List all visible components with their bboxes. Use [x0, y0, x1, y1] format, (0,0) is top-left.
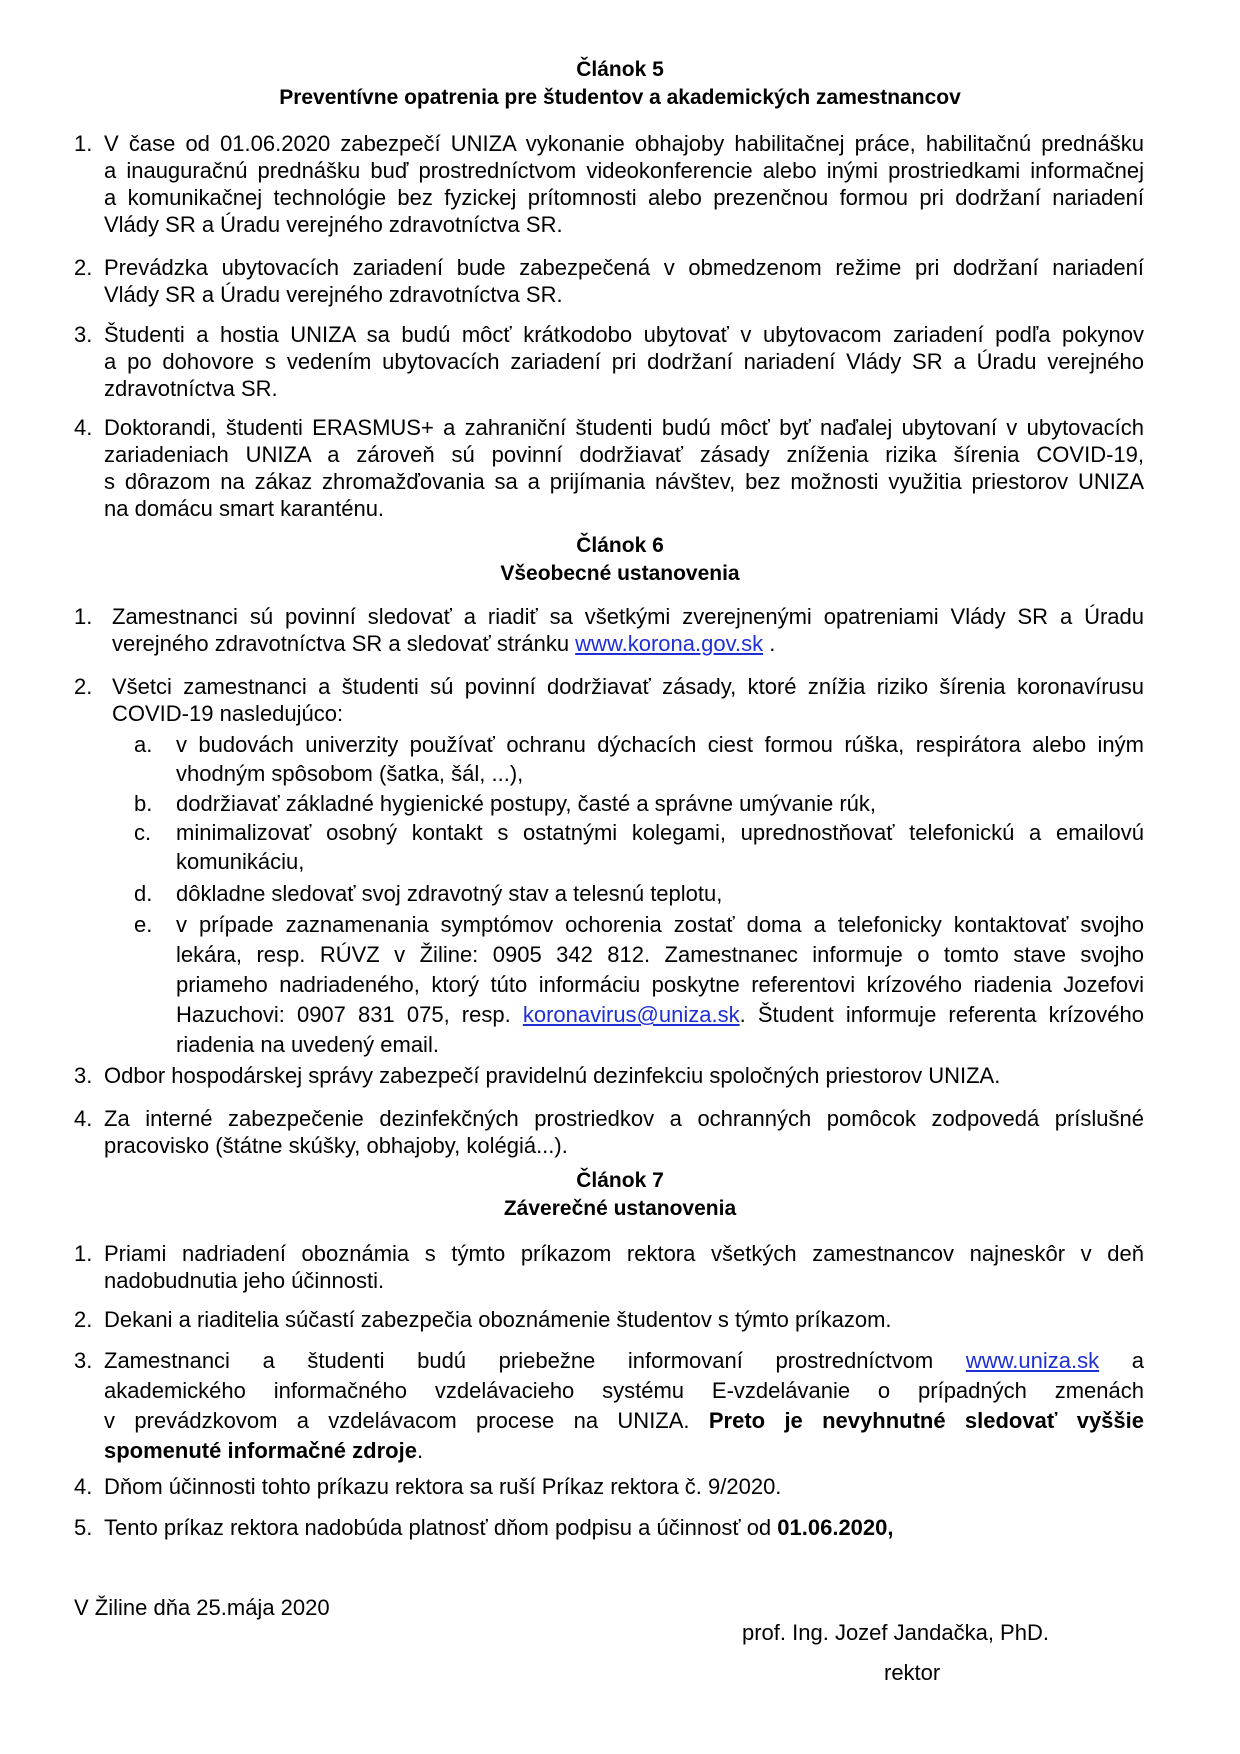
text-line: na domácu smart karanténu.	[104, 496, 385, 521]
text-segment: verejného zdravotníctva SR a sledovať stránku	[112, 631, 576, 656]
subitem-label: b.	[134, 791, 153, 816]
article-6-heading: Článok 6	[576, 534, 664, 557]
text-line: Dekani a riaditelia súčastí zabezpečia oboznámenie študentov s týmto príkazom.	[104, 1307, 892, 1332]
text-line	[104, 1346, 1144, 1376]
text-line: a komunikačnej technológie bez fyzickej prítomnosti alebo prezenčnou formou pri dodržaní nariadení	[104, 185, 1144, 210]
signatory-name: prof. Ing. Jozef Jandačka, PhD.	[742, 1620, 1049, 1645]
text-line: vhodným spôsobom (šatka, šál, ...),	[176, 761, 524, 786]
text-line: Dňom účinnosti tohto príkazu rektora sa ruší Príkaz rektora č. 9/2020.	[104, 1474, 782, 1499]
article-7-heading: Článok 7	[576, 1169, 664, 1192]
item-number: 3.	[74, 1063, 93, 1088]
subitem-label: d.	[134, 881, 153, 906]
text-line: Vlády SR a Úradu verejného zdravotníctva SR.	[104, 282, 563, 307]
text-line: s dôrazom na zákaz zhromažďovania sa a prijímania návštev, bez možnosti využitia priestorov UNIZA	[104, 469, 1144, 494]
subitem-label: a.	[134, 732, 153, 757]
text-line: minimalizovať osobný kontakt s ostatnými kolegami, uprednostňovať telefonickú a emailovú	[176, 820, 1144, 845]
text-line: lekára, resp. RÚVZ v Žiline: 0905 342 812. Zamestnanec informuje o tomto stave svojho	[176, 942, 1144, 967]
text-line: dodržiavať základné hygienické postupy, časté a správne umývanie rúk,	[176, 791, 877, 816]
uniza-link[interactable]: www.uniza.sk	[965, 1348, 1100, 1373]
text-line	[176, 1000, 1144, 1030]
text-segment: .	[763, 631, 776, 656]
item-number: 1.	[74, 1241, 93, 1266]
text-line: Vlády SR a Úradu verejného zdravotníctva SR.	[104, 212, 563, 237]
text-line: priameho nadriadeného, ktorý túto informáciu poskytne referentovi krízového riadenia Jozefovi	[176, 972, 1144, 997]
item-number: 1.	[74, 131, 93, 156]
text-line: v prípade zaznamenania symptómov ochorenia zostať doma a telefonicky kontaktovať svojho	[176, 912, 1144, 937]
item-number: 4.	[74, 1474, 93, 1499]
text-segment: v prevádzkovom a vzdelávacom procese na UNIZA.	[104, 1408, 709, 1433]
text-line: Študenti a hostia UNIZA sa budú môcť krátkodobo ubytovať v ubytovacom zariadení podľa pokynov	[104, 322, 1144, 347]
text-line: Všetci zamestnanci a študenti sú povinní dodržiavať zásady, ktoré znížia riziko šírenia koronavírusu	[112, 674, 1144, 699]
text-segment: Tento príkaz rektora nadobúda platnosť dňom podpisu a účinnosť od	[104, 1515, 778, 1540]
text-line: Priami nadriadení oboznámia s týmto príkazom rektora všetkých zamestnancov najneskôr v deň	[104, 1241, 1144, 1266]
item-number: 1.	[74, 604, 93, 629]
bold-notice: Preto je nevyhnutné sledovať vyššie	[708, 1408, 1145, 1433]
article-5-heading: Článok 5	[576, 58, 664, 81]
text-line	[104, 1514, 1144, 1541]
text-line: zdravotníctva SR.	[104, 376, 278, 401]
item-number: 2.	[74, 674, 93, 699]
item-number: 2.	[74, 1307, 93, 1332]
text-line: V čase od 01.06.2020 zabezpečí UNIZA vykonanie obhajoby habilitačnej práce, habilitačnú prednášku	[104, 131, 1144, 156]
article-6-subheading: Všeobecné ustanovenia	[500, 562, 740, 585]
text-line	[104, 1436, 1144, 1466]
text-line	[112, 630, 1144, 657]
text-line: Prevádzka ubytovacích zariadení bude zabezpečená v obmedzenom režime pri dodržaní nariadení	[104, 255, 1144, 280]
text-line: akademického informačného vzdelávacieho systému E-vzdelávanie o prípadných zmenách	[104, 1378, 1144, 1403]
item-number: 5.	[74, 1515, 93, 1540]
text-line: zariadeniach UNIZA a zároveň sú povinní dodržiavať zásady zníženia rizika šírenia COVID-19,	[104, 442, 1144, 467]
email-link[interactable]: koronavirus@uniza.sk	[522, 1002, 740, 1027]
text-line: riadenia na uvedený email.	[176, 1032, 439, 1057]
place-date: V Žiline dňa 25.mája 2020	[74, 1595, 330, 1620]
item-number: 3.	[74, 1348, 93, 1373]
text-segment: . Študent informuje referenta krízového	[739, 1002, 1144, 1027]
text-segment: .	[416, 1438, 424, 1463]
text-line	[104, 1406, 1144, 1436]
text-line: Za interné zabezpečenie dezinfekčných prostriedkov a ochranných pomôcok zodpovedá príslušné	[104, 1106, 1144, 1131]
subitem-label: c.	[134, 820, 152, 845]
text-segment: a	[1099, 1348, 1144, 1373]
text-line: dôkladne sledovať svoj zdravotný stav a telesnú teplotu,	[176, 881, 723, 906]
text-line: a inauguračnú prednášku buď prostredníctvom videokonferencie alebo inými prostriedkami informačnej	[104, 158, 1144, 183]
text-line: pracovisko (štátne skúšky, obhajoby, kolégiá...).	[104, 1133, 568, 1158]
text-segment: Zamestnanci a študenti budú priebežne informovaní prostredníctvom	[104, 1348, 966, 1373]
text-line: Doktorandi, študenti ERASMUS+ a zahraniční študenti budú môcť byť naďalej ubytovaní v ubytovacích	[104, 415, 1144, 440]
item-number: 4.	[74, 1106, 93, 1131]
text-line: Odbor hospodárskej správy zabezpečí pravidelnú dezinfekciu spoločných priestorov UNIZA.	[104, 1063, 1001, 1088]
subitem-label: e.	[134, 912, 153, 937]
text-line: v budovách univerzity používať ochranu dýchacích ciest formou rúška, respirátora alebo iným	[176, 732, 1144, 757]
article-5-subheading: Preventívne opatrenia pre študentov a akademických zamestnancov	[279, 86, 961, 109]
item-number: 2.	[74, 255, 93, 280]
text-line: COVID-19 nasledujúco:	[112, 701, 344, 726]
text-line: Zamestnanci sú povinní sledovať a riadiť sa všetkými zverejnenými opatreniami Vlády SR a Úradu	[112, 604, 1144, 629]
text-segment: Hazuchovi: 0907 831 075, resp.	[176, 1002, 523, 1027]
korona-link[interactable]: www.korona.gov.sk	[575, 631, 764, 656]
text-line: nadobudnutia jeho účinnosti.	[104, 1268, 385, 1293]
item-number: 3.	[74, 322, 93, 347]
text-line: a po dohovore s vedením ubytovacích zariadení pri dodržaní nariadení Vlády SR a Úradu verejného	[104, 349, 1144, 374]
signatory-role: rektor	[884, 1660, 941, 1685]
text-line: komunikáciu,	[176, 849, 305, 874]
item-number: 4.	[74, 415, 93, 440]
bold-notice: spomenuté informačné zdroje	[104, 1438, 417, 1463]
article-7-subheading: Záverečné ustanovenia	[503, 1197, 737, 1220]
effective-date: 01.06.2020,	[777, 1515, 894, 1540]
